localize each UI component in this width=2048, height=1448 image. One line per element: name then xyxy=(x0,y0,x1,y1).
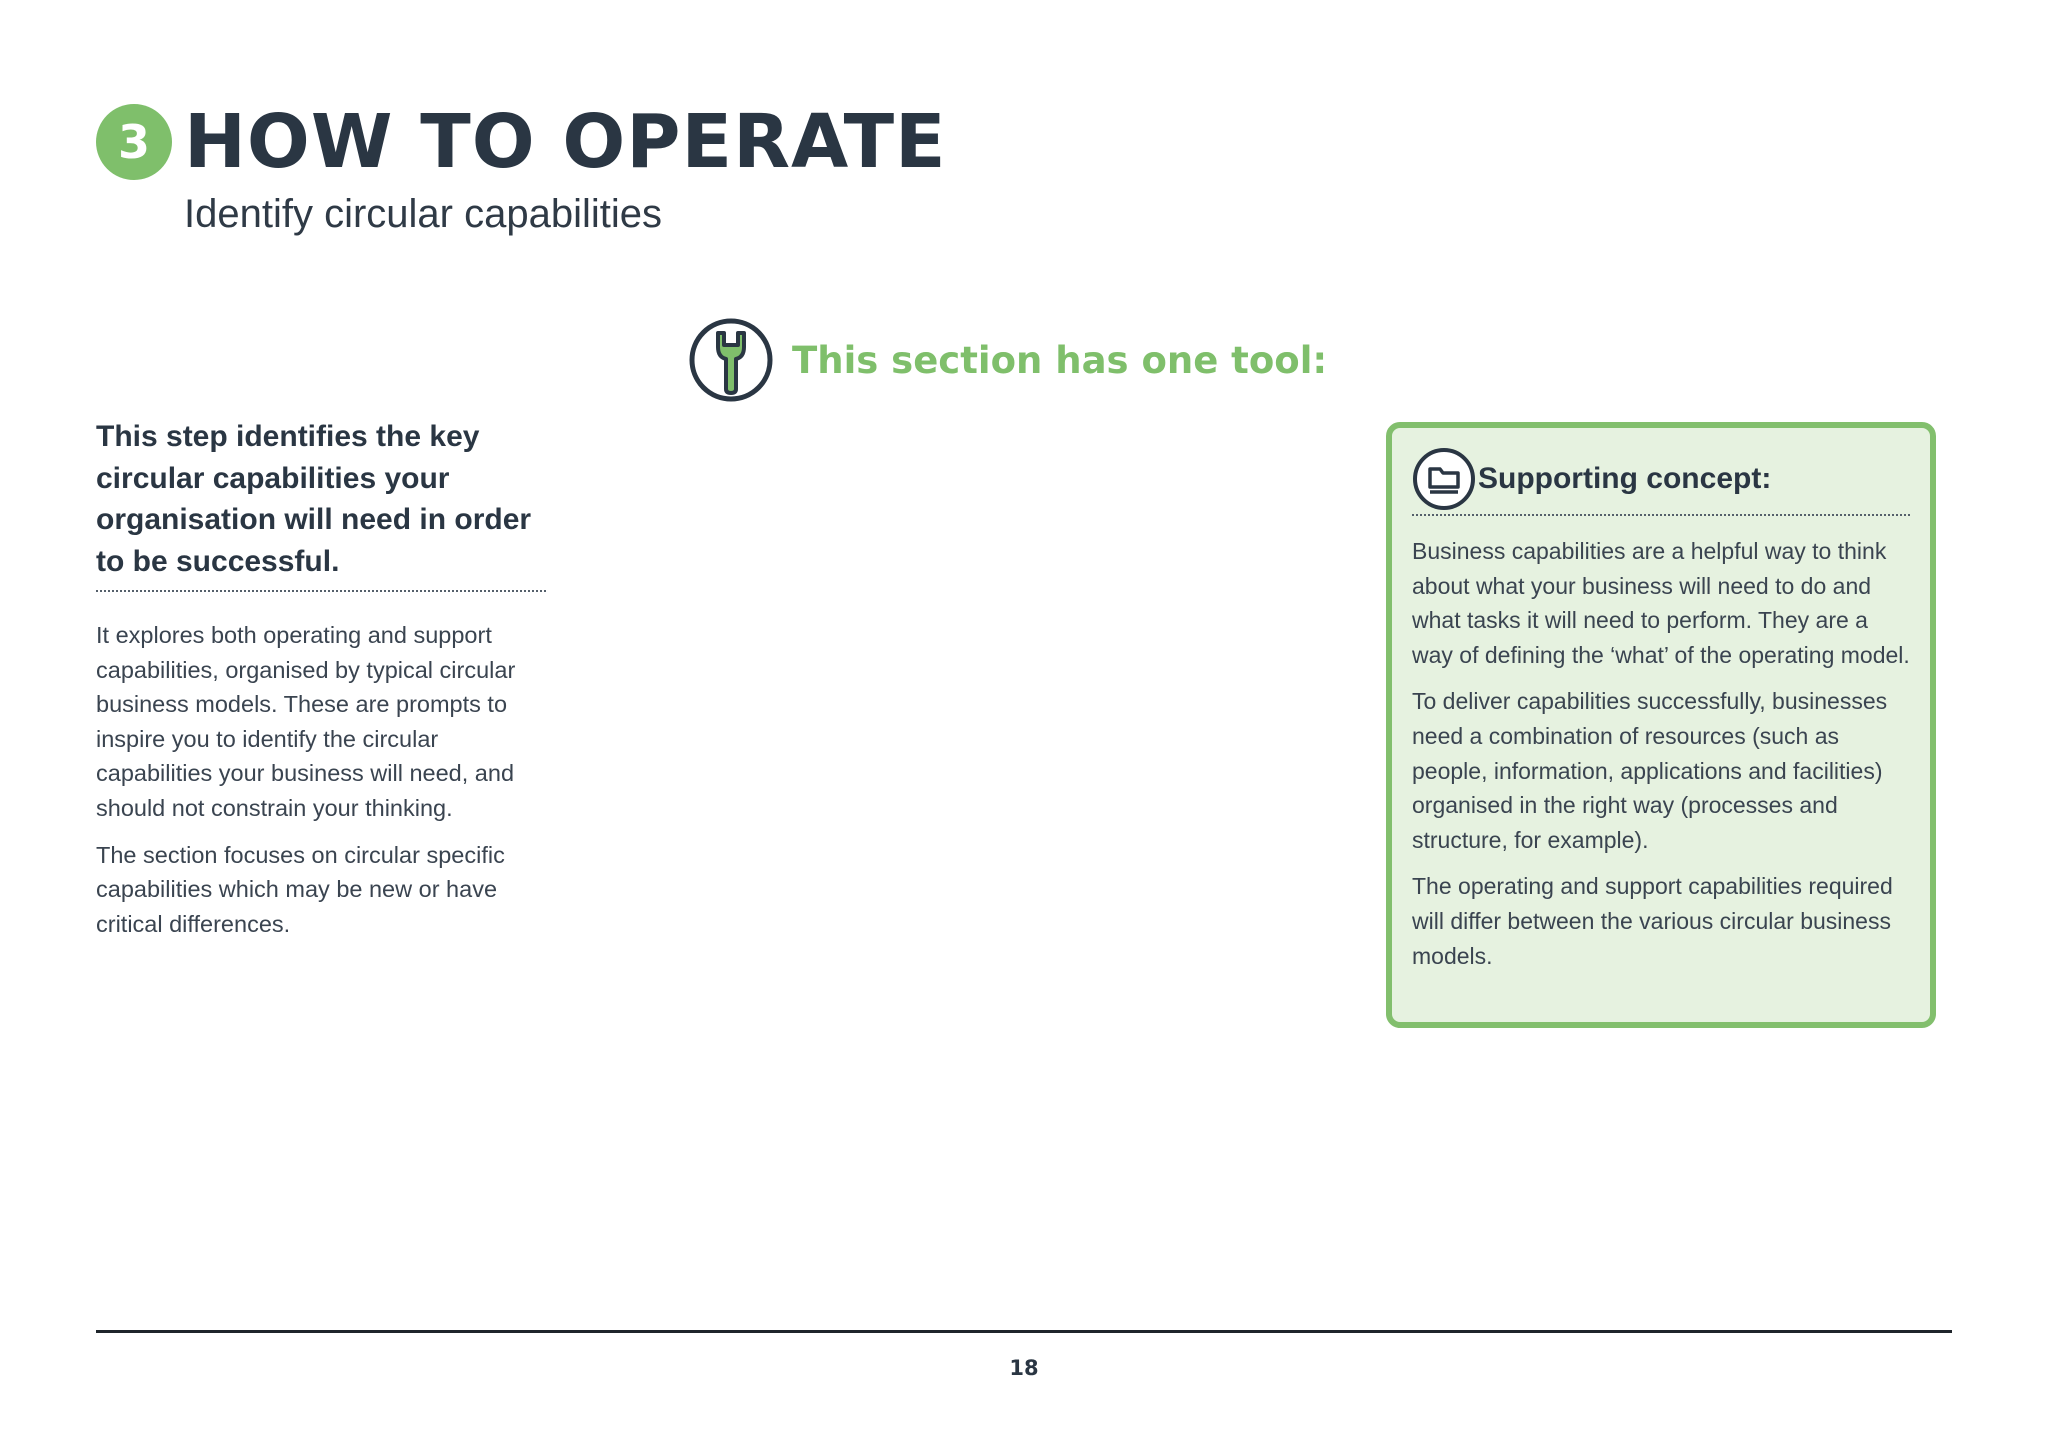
tool-section-heading: This section has one tool: xyxy=(792,338,1328,382)
page-title: HOW TO OPERATE xyxy=(184,99,947,185)
page-subtitle: Identify circular capabilities xyxy=(184,192,662,236)
intro-body xyxy=(96,618,546,941)
supporting-concept-title: Supporting concept: xyxy=(1478,462,1772,495)
supporting-concept-body xyxy=(1412,534,1910,973)
intro-divider xyxy=(96,590,546,592)
page-number: 18 xyxy=(1009,1356,1039,1380)
wrench-icon xyxy=(688,317,774,403)
supporting-concept-box xyxy=(1386,422,1936,1028)
folder-icon xyxy=(1412,447,1476,511)
intro-lead-text: This step identifies the key circular capabilities your organisation will need in order to be successful. xyxy=(96,420,532,578)
tool-section-header xyxy=(688,316,1327,404)
step-number-badge: 3 xyxy=(96,104,172,180)
concept-paragraph: To deliver capabilities successfully, businesses need a combination of resources (such as people, information, applications and facilities) organised in the right way (processes and structure, for example). xyxy=(1412,688,1888,853)
intro-paragraph: The section focuses on circular specific capabilities which may be new or have critical differences. xyxy=(96,841,505,937)
supporting-concept-divider xyxy=(1412,514,1910,516)
supporting-concept-header xyxy=(1412,448,1910,510)
footer-divider xyxy=(96,1330,1952,1333)
intro-column xyxy=(96,416,546,953)
concept-paragraph: The operating and support capabilities required will differ between the various circular business models. xyxy=(1412,873,1893,969)
concept-paragraph: Business capabilities are a helpful way to think about what your business will need to do and what tasks it will need to perform. They are a way of defining the ‘what’ of the operating model. xyxy=(1412,538,1910,668)
intro-paragraph: It explores both operating and support capabilities, organised by typical circular business models. These are prompts to inspire you to identify the circular capabilities your business will need, and should not constrain your thinking. xyxy=(96,622,516,821)
